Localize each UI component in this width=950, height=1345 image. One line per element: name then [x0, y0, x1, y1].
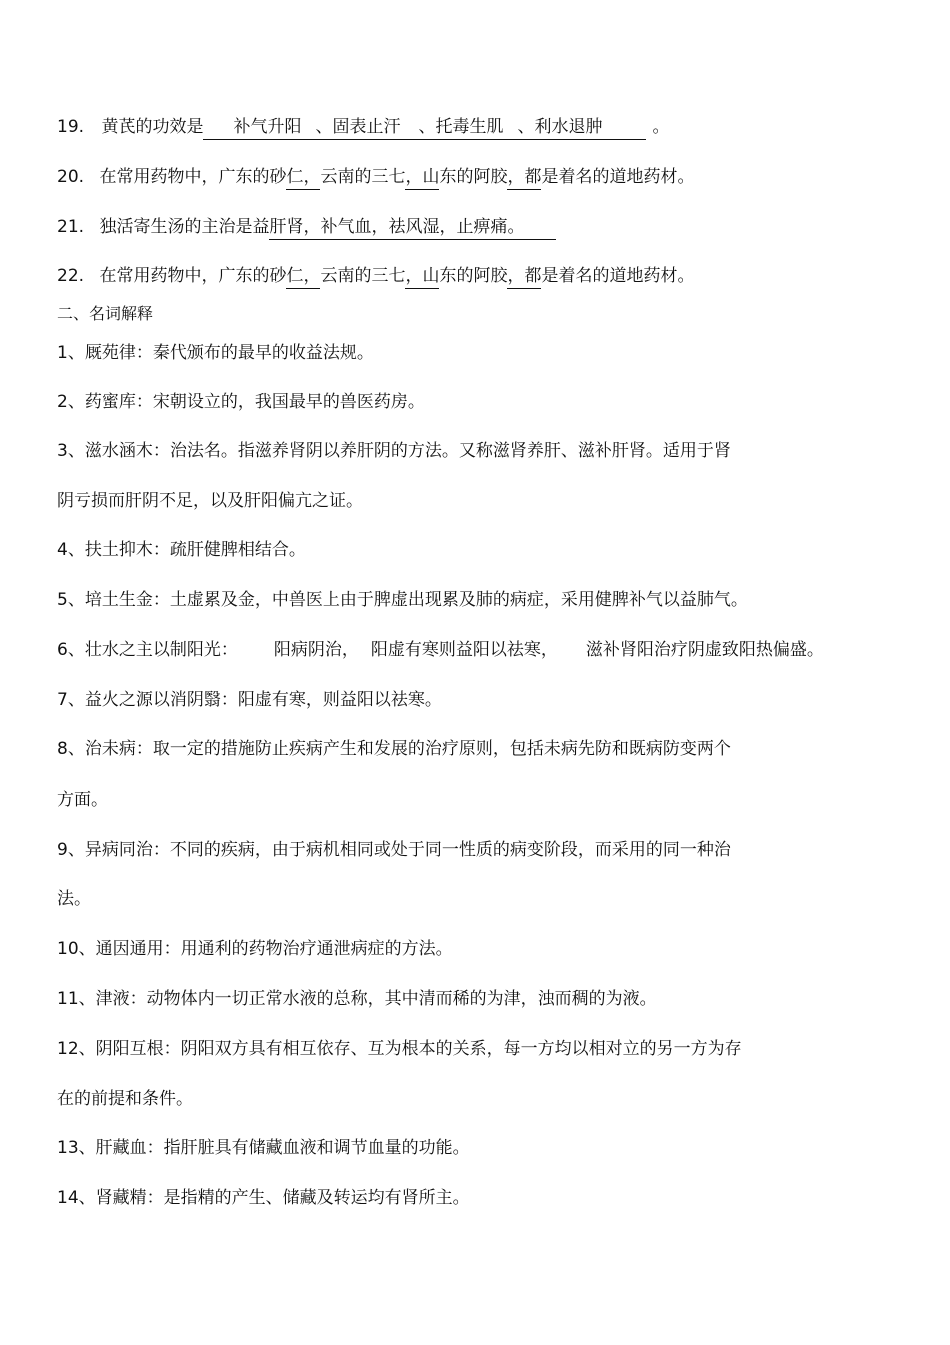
term-14: 14、肾藏精：是指精的产生、储藏及转运均有肾所主。	[57, 1188, 470, 1208]
question-text: 黄芪的功效是	[101, 117, 204, 137]
question-number: 21.	[57, 217, 85, 237]
term-4: 4、扶土抑木：疏肝健脾相结合。	[57, 540, 306, 560]
answer-blank: 仁，	[286, 167, 321, 187]
question-19: 19. 黄芪的功效是 补气升阳 、固表止汗 、托毒生肌 、利水退肿 。	[57, 117, 670, 137]
term-8-continued: 方面。	[57, 790, 108, 810]
term-10: 10、通因通用：用通利的药物治疗通泄病症的方法。	[57, 939, 453, 959]
term-1: 1、厩苑律：秦代颁布的最早的收益法规。	[57, 343, 374, 363]
question-22: 22. 在常用药物中，广东的砂仁，云南的三七，山东的阿胶，都是着名的道地药材。	[57, 266, 695, 286]
question-21	[57, 216, 556, 238]
question-text: 在常用药物中，广东的砂	[99, 167, 287, 187]
term-5: 5、培土生金：土虚累及金，中兽医上由于脾虚出现累及肺的病症，采用健脾补气以益肺气。	[57, 590, 748, 610]
term-2: 2、药蜜库：宋朝设立的，我国最早的兽医药房。	[57, 392, 425, 412]
term-6: 6、壮水之主以制阳光： 阳病阴治， 阳虚有寒则益阳以祛寒， 滋补肾阳治疗阴虚致阳热偏盛。	[57, 640, 824, 660]
answer-blank: ，山	[405, 266, 440, 286]
question-number: 22.	[57, 266, 85, 286]
term-13: 13、肝藏血：指肝脏具有储藏血液和调节血量的功能。	[57, 1138, 470, 1158]
term-12: 12、阴阳互根：阴阳双方具有相互依存、互为根本的关系，每一方均以相对立的另一方为存	[57, 1039, 742, 1059]
answer-blank: ，山	[405, 167, 440, 187]
question-20: 20. 在常用药物中，广东的砂仁，云南的三七，山东的阿胶，都是着名的道地药材。	[57, 167, 695, 187]
term-3-continued: 阴亏损而肝阴不足，以及肝阳偏亢之证。	[57, 491, 363, 511]
answer-blank: ，都	[507, 266, 542, 286]
answer-blank: ，都	[507, 167, 542, 187]
term-9: 9、异病同治：不同的疾病，由于病机相同或处于同一性质的病变阶段，而采用的同一种治	[57, 840, 731, 860]
term-11: 11、津液：动物体内一切正常水液的总称，其中清而稀的为津，浊而稠的为液。	[57, 989, 657, 1009]
question-text: 独活寄生汤的主治是益	[99, 217, 270, 237]
term-3: 3、滋水涵木：治法名。指滋养肾阴以养肝阴的方法。又称滋肾养肝、滋补肝肾。适用于肾	[57, 441, 731, 461]
answer-blank: 补气升阳 、固表止汗 、托毒生肌 、利水退肿	[203, 116, 646, 138]
question-text: 在常用药物中，广东的砂	[99, 266, 287, 286]
question-number: 19.	[57, 117, 85, 137]
question-number: 20.	[57, 167, 85, 187]
term-12-continued: 在的前提和条件。	[57, 1089, 193, 1109]
term-9-continued: 法。	[57, 889, 91, 909]
term-7: 7、益火之源以消阴翳：阳虚有寒，则益阳以祛寒。	[57, 690, 442, 710]
term-8: 8、治未病：取一定的措施防止疾病产生和发展的治疗原则，包括未病先防和既病防变两个	[57, 739, 731, 759]
section-title: 二、名词解释	[57, 304, 154, 323]
answer-blank: 仁，	[286, 266, 321, 286]
answer-blank: 肝肾，补气血，祛风湿，止痹痛。	[269, 216, 556, 238]
